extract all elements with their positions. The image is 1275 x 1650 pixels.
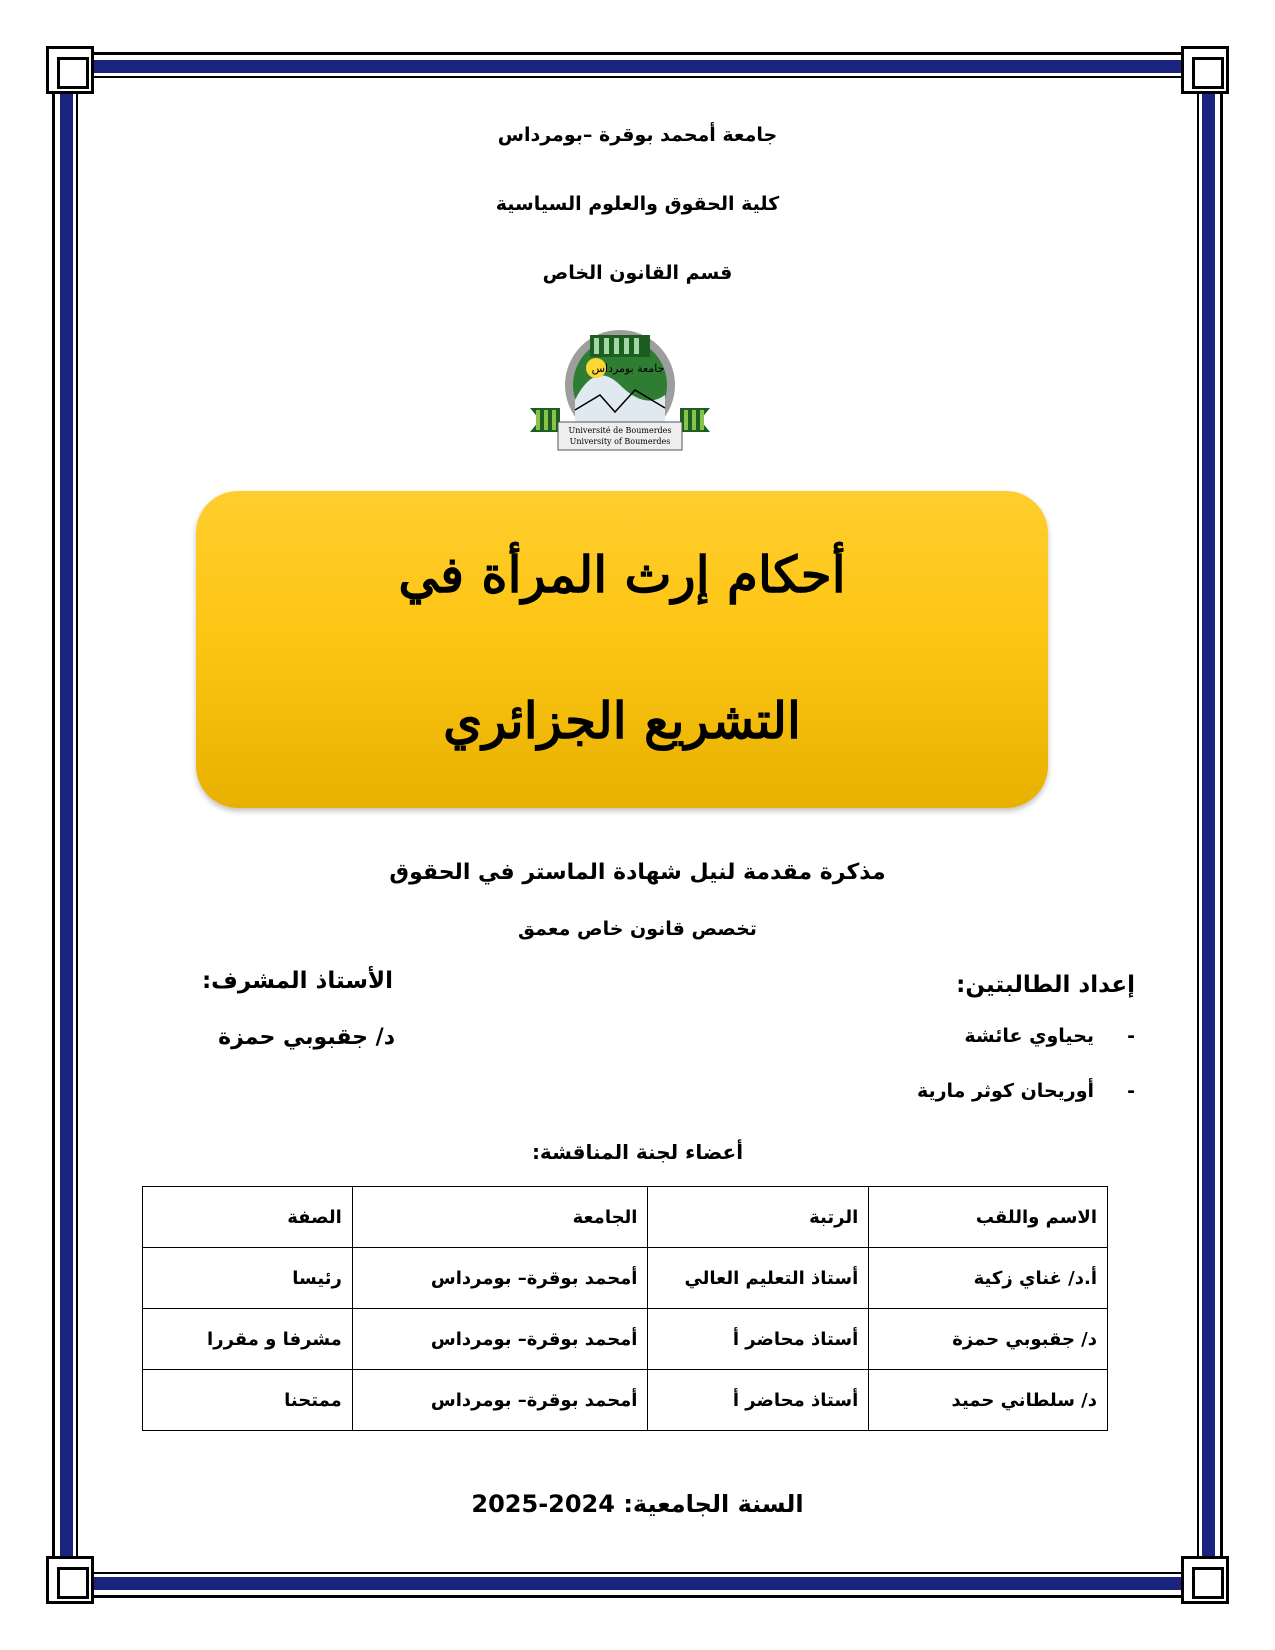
table-cell: أستاذ محاضر أ [648, 1370, 869, 1431]
table-cell: رئيسا [143, 1248, 353, 1309]
column-header: الصفة [143, 1187, 353, 1248]
student-name: يحياوي عائشة [964, 1025, 1095, 1047]
column-header: الاسم واللقب [869, 1187, 1108, 1248]
bullet: - [1127, 1080, 1135, 1102]
table-cell: أستاذ التعليم العالي [648, 1248, 869, 1309]
university-name: جامعة أمحمد بوقرة –بومرداس [497, 124, 778, 146]
table-cell: أمحمد بوقرة– بومرداس [352, 1370, 648, 1431]
logo-french-text: Université de Boumerdes [568, 426, 672, 435]
students-label: إعداد الطالبتين: [956, 972, 1135, 998]
logo-arabic-text: جامعة بومرداس [591, 362, 665, 375]
table-row [143, 1370, 1108, 1431]
committee-label: أعضاء لجنة المناقشة: [531, 1140, 744, 1164]
table-row [143, 1248, 1108, 1309]
university-logo [530, 330, 710, 460]
committee-table [142, 1186, 1108, 1431]
table-header-row [143, 1187, 1108, 1248]
memo-description: مذكرة مقدمة لنيل شهادة الماستر في الحقوق [389, 860, 886, 885]
department-name: قسم القانون الخاص [542, 262, 733, 284]
table-cell: د/ جقبوبي حمزة [869, 1309, 1108, 1370]
table-cell: مشرفا و مقررا [143, 1309, 353, 1370]
supervisor-name: د/ جقبوبي حمزة [218, 1025, 395, 1050]
faculty-name: كلية الحقوق والعلوم السياسية [495, 193, 780, 215]
table-cell: أمحمد بوقرة– بومرداس [352, 1248, 648, 1309]
student-item [964, 1025, 1135, 1047]
table-cell: أ.د/ غناي زكية [869, 1248, 1108, 1309]
title-line-1: أحكام إرث المرأة في [398, 545, 846, 604]
specialty: تخصص قانون خاص معمق [518, 918, 757, 940]
bullet: - [1127, 1025, 1135, 1047]
table-row [143, 1309, 1108, 1370]
supervisor-label: الأستاذ المشرف: [201, 968, 393, 994]
student-item [917, 1080, 1135, 1102]
title-line-2: التشريع الجزائري [443, 691, 801, 750]
table-cell: ممتحنا [143, 1370, 353, 1431]
table-cell: د/ سلطاني حميد [869, 1370, 1108, 1431]
academic-year [0, 1490, 1275, 1518]
student-name: أوريحان كوثر مارية [916, 1080, 1095, 1102]
table-cell: أمحمد بوقرة– بومرداس [352, 1309, 648, 1370]
title-box [196, 491, 1048, 808]
table-cell: أستاذ محاضر أ [648, 1309, 869, 1370]
academic-year-label: السنة الجامعية: [623, 1490, 804, 1518]
logo-english-text: University of Boumerdes [569, 437, 671, 446]
academic-year-value: 2025-2024 [471, 1490, 615, 1518]
column-header: الجامعة [352, 1187, 648, 1248]
column-header: الرتبة [648, 1187, 869, 1248]
